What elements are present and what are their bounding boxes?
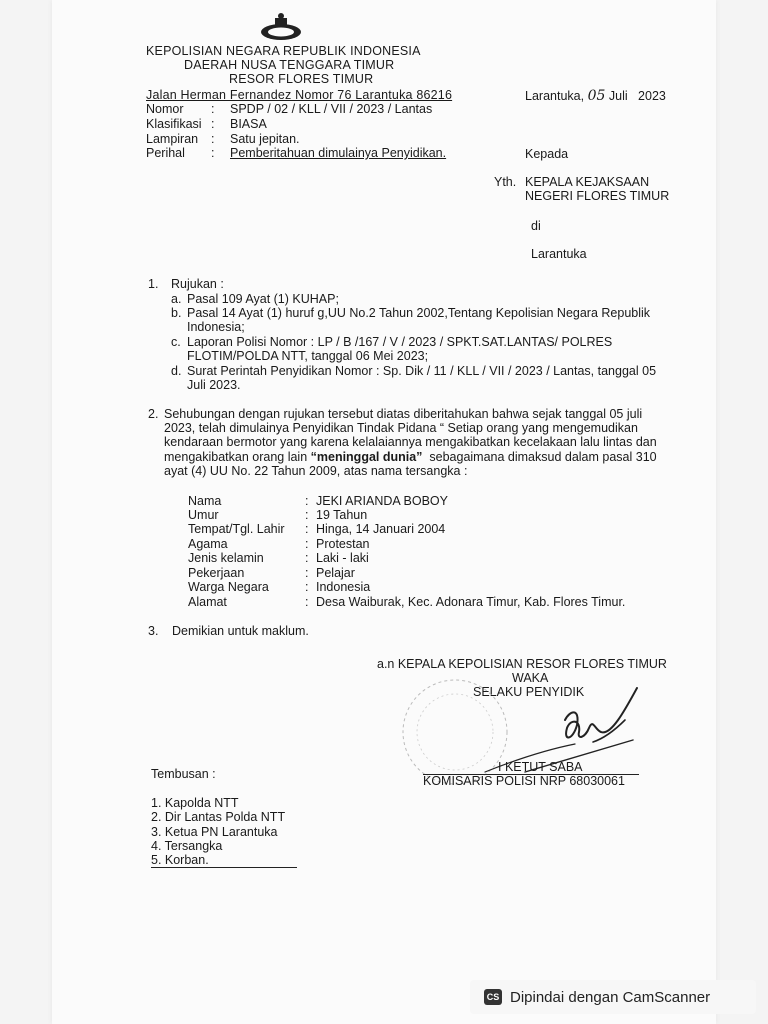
ref-c-line-1: Laporan Polisi Nomor : LP / B /167 / V / 2023 / SPKT.SAT.LANTAS/ POLRES bbox=[187, 335, 613, 349]
meta-value-klasifikasi: BIASA bbox=[230, 117, 267, 131]
suspect-label: Umur bbox=[188, 508, 219, 522]
cc-item: 3. Ketua PN Larantuka bbox=[151, 825, 278, 839]
signatory-rank: KOMISARIS POLISI NRP 68030061 bbox=[423, 774, 625, 788]
section-3-number: 3. bbox=[148, 624, 159, 638]
suspect-value: Hinga, 14 Januari 2004 bbox=[316, 522, 446, 536]
suspect-colon: : bbox=[305, 566, 309, 580]
suspect-label: Jenis kelamin bbox=[188, 551, 264, 565]
suspect-label: Pekerjaan bbox=[188, 566, 245, 580]
section-2-line-4 bbox=[164, 450, 657, 465]
recipient-city: Larantuka bbox=[531, 247, 587, 261]
suspect-colon: : bbox=[305, 595, 309, 609]
meta-label-perihal: Perihal bbox=[146, 146, 185, 160]
camscanner-logo-icon: CS bbox=[484, 989, 502, 1005]
meta-colon: : bbox=[211, 102, 215, 116]
suspect-label: Agama bbox=[188, 537, 228, 551]
ref-letter-b: b. bbox=[171, 306, 182, 320]
section-2-line-2: 2023, telah dimulainya Penyidikan Tindak Pidana “ Setiap orang yang mengemudikan bbox=[164, 421, 638, 435]
ref-letter-d: d. bbox=[171, 364, 182, 378]
date-place: Larantuka, bbox=[525, 89, 585, 103]
suspect-colon: : bbox=[305, 551, 309, 565]
meta-colon: : bbox=[211, 117, 215, 131]
section-2-line-4c: sebagaimana dimaksud dalam pasal 310 bbox=[422, 450, 657, 464]
recipient-kepada: Kepada bbox=[525, 147, 569, 161]
ref-letter-a: a. bbox=[171, 292, 182, 306]
suspect-colon: : bbox=[305, 494, 309, 508]
suspect-value: Desa Waiburak, Kec. Adonara Timur, Kab. Flores Timur. bbox=[316, 595, 626, 609]
suspect-label: Alamat bbox=[188, 595, 227, 609]
suspect-value: 19 Tahun bbox=[316, 508, 368, 522]
meta-colon: : bbox=[211, 132, 215, 146]
meta-value-perihal: Pemberitahuan dimulainya Penyidikan. bbox=[230, 146, 447, 160]
suspect-value: Laki - laki bbox=[316, 551, 369, 565]
meta-value-lampiran: Satu jepitan. bbox=[230, 132, 300, 146]
header-line-2: DAERAH NUSA TENGGARA TIMUR bbox=[184, 58, 395, 72]
suspect-value: Protestan bbox=[316, 537, 370, 551]
recipient-line-2: NEGERI FLORES TIMUR bbox=[525, 189, 670, 203]
camscanner-watermark bbox=[470, 980, 756, 1014]
suspect-colon: : bbox=[305, 508, 309, 522]
suspect-colon: : bbox=[305, 580, 309, 594]
letter-date bbox=[525, 89, 666, 104]
section-1-number: 1. bbox=[148, 277, 159, 291]
signature-line-1: a.n KEPALA KEPOLISIAN RESOR FLORES TIMUR bbox=[377, 657, 667, 671]
signature-line-3: SELAKU PENYIDIK bbox=[473, 685, 585, 699]
cc-item: 4. Tersangka bbox=[151, 839, 223, 853]
signature-line-2: WAKA bbox=[512, 671, 549, 685]
section-2-line-3: kendaraan bermotor yang karena kelalaiannya mengakibatkan kecelakaan lalu lintas dan bbox=[164, 435, 657, 449]
camscanner-text: Dipindai dengan CamScanner bbox=[510, 988, 711, 1006]
recipient-di: di bbox=[531, 219, 541, 233]
ref-a-line-1: Pasal 109 Ayat (1) KUHAP; bbox=[187, 292, 339, 306]
suspect-value: Pelajar bbox=[316, 566, 355, 580]
section-2-line-4a: mengakibatkan orang lain bbox=[164, 450, 311, 464]
cc-item: 2. Dir Lantas Polda NTT bbox=[151, 810, 286, 824]
suspect-colon: : bbox=[305, 522, 309, 536]
suspect-label: Tempat/Tgl. Lahir bbox=[188, 522, 285, 536]
section-3-text: Demikian untuk maklum. bbox=[172, 624, 309, 638]
ref-c-line-2: FLOTIM/POLDA NTT, tanggal 06 Mei 2023; bbox=[187, 349, 429, 363]
suspect-value: JEKI ARIANDA BOBOY bbox=[316, 494, 448, 508]
cc-title: Tembusan : bbox=[151, 767, 216, 781]
section-2-number: 2. bbox=[148, 407, 159, 421]
recipient-line-1: KEPALA KEJAKSAAN bbox=[525, 175, 650, 189]
recipient-yth: Yth. bbox=[494, 175, 517, 189]
ref-letter-c: c. bbox=[171, 335, 181, 349]
section-2-emphasis: “meninggal dunia” bbox=[310, 450, 423, 464]
cc-underline bbox=[151, 867, 297, 868]
section-2-line-1: Sehubungan dengan rujukan tersebut diatas diberitahukan bahwa sejak tanggal 05 juli bbox=[164, 407, 643, 421]
date-day: 05 bbox=[587, 88, 606, 104]
meta-value-nomor: SPDP / 02 / KLL / VII / 2023 / Lantas bbox=[230, 102, 433, 116]
suspect-colon: : bbox=[305, 537, 309, 551]
suspect-value: Indonesia bbox=[316, 580, 371, 594]
ref-b-line-2: Indonesia; bbox=[187, 320, 245, 334]
header-line-3: RESOR FLORES TIMUR bbox=[229, 72, 374, 86]
meta-label-klasifikasi: Klasifikasi bbox=[146, 117, 202, 131]
date-month-year: Juli 2023 bbox=[608, 89, 666, 103]
ref-d-line-2: Juli 2023. bbox=[187, 378, 241, 392]
cc-item: 1. Kapolda NTT bbox=[151, 796, 239, 810]
ref-d-line-1: Surat Perintah Penyidikan Nomor : Sp. Dik / 11 / KLL / VII / 2023 / Lantas, tanggal 05 bbox=[187, 364, 657, 378]
suspect-label: Warga Negara bbox=[188, 580, 269, 594]
header-address: Jalan Herman Fernandez Nomor 76 Larantuka 86216 bbox=[146, 88, 453, 102]
ref-b-line-1: Pasal 14 Ayat (1) huruf g,UU No.2 Tahun 2002,Tentang Kepolisian Negara Republik bbox=[187, 306, 651, 320]
suspect-label: Nama bbox=[188, 494, 222, 508]
meta-label-lampiran: Lampiran bbox=[146, 132, 199, 146]
header-line-1: KEPOLISIAN NEGARA REPUBLIK INDONESIA bbox=[146, 44, 421, 58]
signatory-name: I KETUT SABA bbox=[498, 760, 583, 774]
section-1-title: Rujukan : bbox=[171, 277, 224, 291]
section-2-line-5: ayat (4) UU No. 22 Tahun 2009, atas nama tersangka : bbox=[164, 464, 468, 478]
cc-item: 5. Korban. bbox=[151, 853, 209, 867]
meta-colon: : bbox=[211, 146, 215, 160]
meta-label-nomor: Nomor bbox=[146, 102, 184, 116]
police-emblem-icon bbox=[258, 12, 304, 42]
